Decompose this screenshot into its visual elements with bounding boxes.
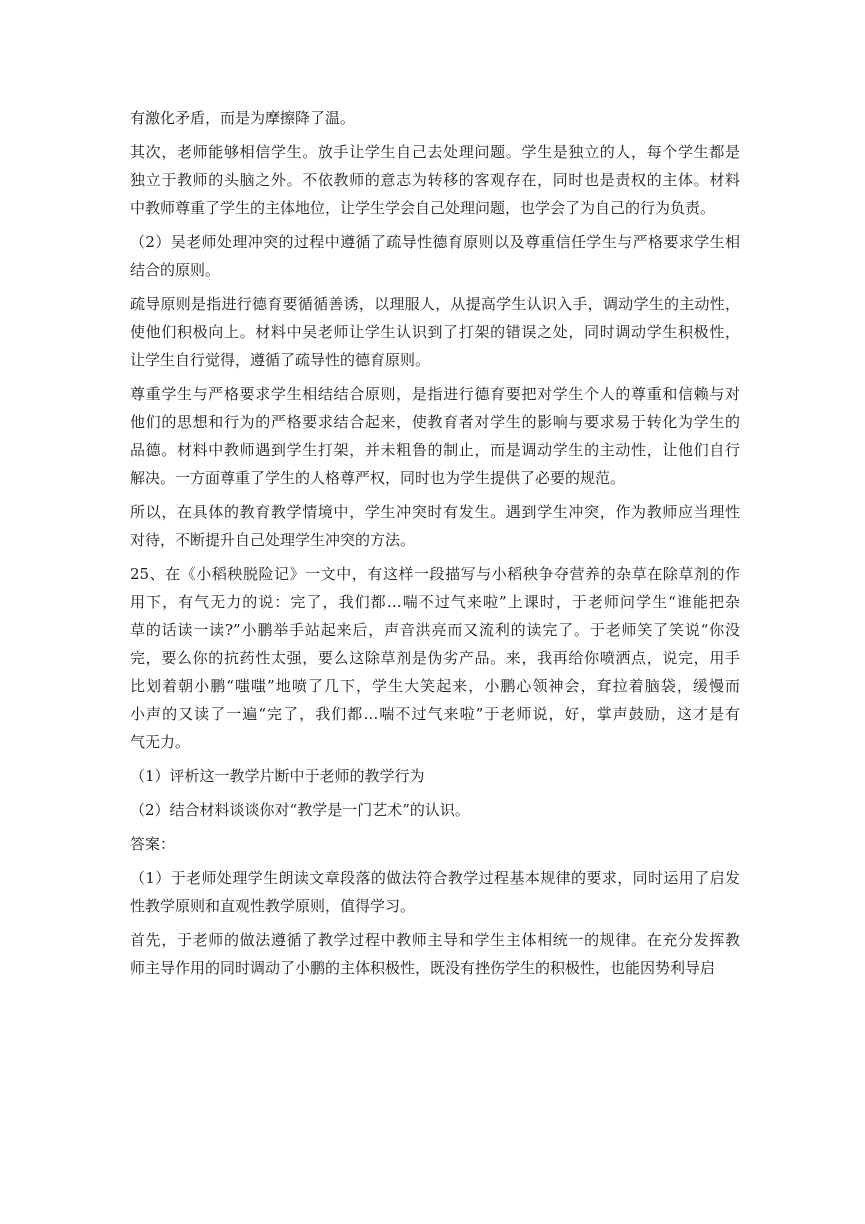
text-line: 师主导作用的同时调动了小鹏的主体积极性，既没有挫伤学生的积极性，也能因势利导启	[130, 959, 716, 977]
paragraph	[130, 138, 740, 222]
text-line: 答案：	[130, 835, 176, 853]
text-line: 所以，在具体的教育教学情境中，学生冲突时有发生。遇到学生冲突，作为教师应当理性	[130, 503, 740, 521]
text-line: 独立于教师的头脑之外。不依教师的意志为转移的客观存在，同时也是责权的主体。材料	[130, 171, 740, 189]
text-line: 对待，不断提升自己处理学生冲突的方法。	[130, 531, 416, 549]
text-line: 气无力。	[130, 733, 191, 751]
paragraph	[130, 228, 740, 284]
text-line: 小声的又读了一遍“完了，我们都…喘不过气来啦”于老师说，好，掌声鼓励，这才是有	[130, 705, 740, 723]
paragraph	[130, 498, 740, 554]
text-line: 有激化矛盾，而是为摩擦降了温。	[130, 109, 356, 127]
text-line: （1）评析这一教学片断中于老师的教学行为	[130, 767, 425, 785]
document-body	[130, 104, 740, 988]
text-line: （2）结合材料谈谈你对“教学是一门艺术”的认识。	[130, 801, 470, 819]
paragraph	[130, 796, 740, 824]
text-line: 25、在《小稻秧脱险记》一文中，有这样一段描写与小稻秧争夺营养的杂草在除草剂的作	[130, 565, 740, 583]
text-line: 比划着朝小鹏“嗤嗤”地喷了几下，学生大笑起来，小鹏心领神会，耷拉着脑袋，缓慢而	[130, 677, 740, 695]
text-line: 性教学原则和直观性教学原则，值得学习。	[130, 897, 416, 915]
text-line: 首先，于老师的做法遵循了教学过程中教师主导和学生主体相统一的规律。在充分发挥教	[130, 931, 740, 949]
text-line: 让学生自行觉得，遵循了疏导性的德育原则。	[130, 351, 431, 369]
paragraph	[130, 762, 740, 790]
text-line: （2）吴老师处理冲突的过程中遵循了疏导性德育原则以及尊重信任学生与严格要求学生相	[130, 233, 740, 251]
text-line: 其次，老师能够相信学生。放手让学生自己去处理问题。学生是独立的人，每个学生都是	[130, 143, 740, 161]
paragraph	[130, 830, 740, 858]
text-line: 品德。材料中教师遇到学生打架，并未粗鲁的制止，而是调动学生的主动性，让他们自行	[130, 441, 740, 459]
text-line: 解决。一方面尊重了学生的人格尊严权，同时也为学生提供了必要的规范。	[130, 469, 626, 487]
text-line: 他们的思想和行为的严格要求结合起来，使教育者对学生的影响与要求易于转化为学生的	[130, 413, 740, 431]
paragraph	[130, 104, 740, 132]
paragraph	[130, 380, 740, 492]
text-line: 使他们积极向上。材料中吴老师让学生认识到了打架的错误之处，同时调动学生积极性，	[130, 323, 740, 341]
text-line: 用下，有气无力的说：完了，我们都…喘不过气来啦”上课时，于老师问学生“谁能把杂	[130, 593, 740, 611]
paragraph	[130, 290, 740, 374]
paragraph	[130, 864, 740, 920]
text-line: 草的话读一读?”小鹏举手站起来后，声音洪亮而又流利的读完了。于老师笑了笑说“你没	[130, 621, 740, 639]
text-line: 疏导原则是指进行德育要循循善诱，以理服人，从提高学生认识入手，调动学生的主动性，	[130, 295, 740, 313]
text-line: 尊重学生与严格要求学生相结结合原则，是指进行德育要把对学生个人的尊重和信赖与对	[130, 385, 740, 403]
paragraph	[130, 560, 740, 756]
text-line: 结合的原则。	[130, 261, 221, 279]
text-line: 中教师尊重了学生的主体地位，让学生学会自己处理问题，也学会了为自己的行为负责。	[130, 199, 716, 217]
paragraph	[130, 926, 740, 982]
text-line: 完，要么你的抗药性太强，要么这除草剂是伪劣产品。来，我再给你喷洒点，说完，用手	[130, 649, 740, 667]
text-line: （1）于老师处理学生朗读文章段落的做法符合教学过程基本规律的要求，同时运用了启发	[130, 869, 740, 887]
